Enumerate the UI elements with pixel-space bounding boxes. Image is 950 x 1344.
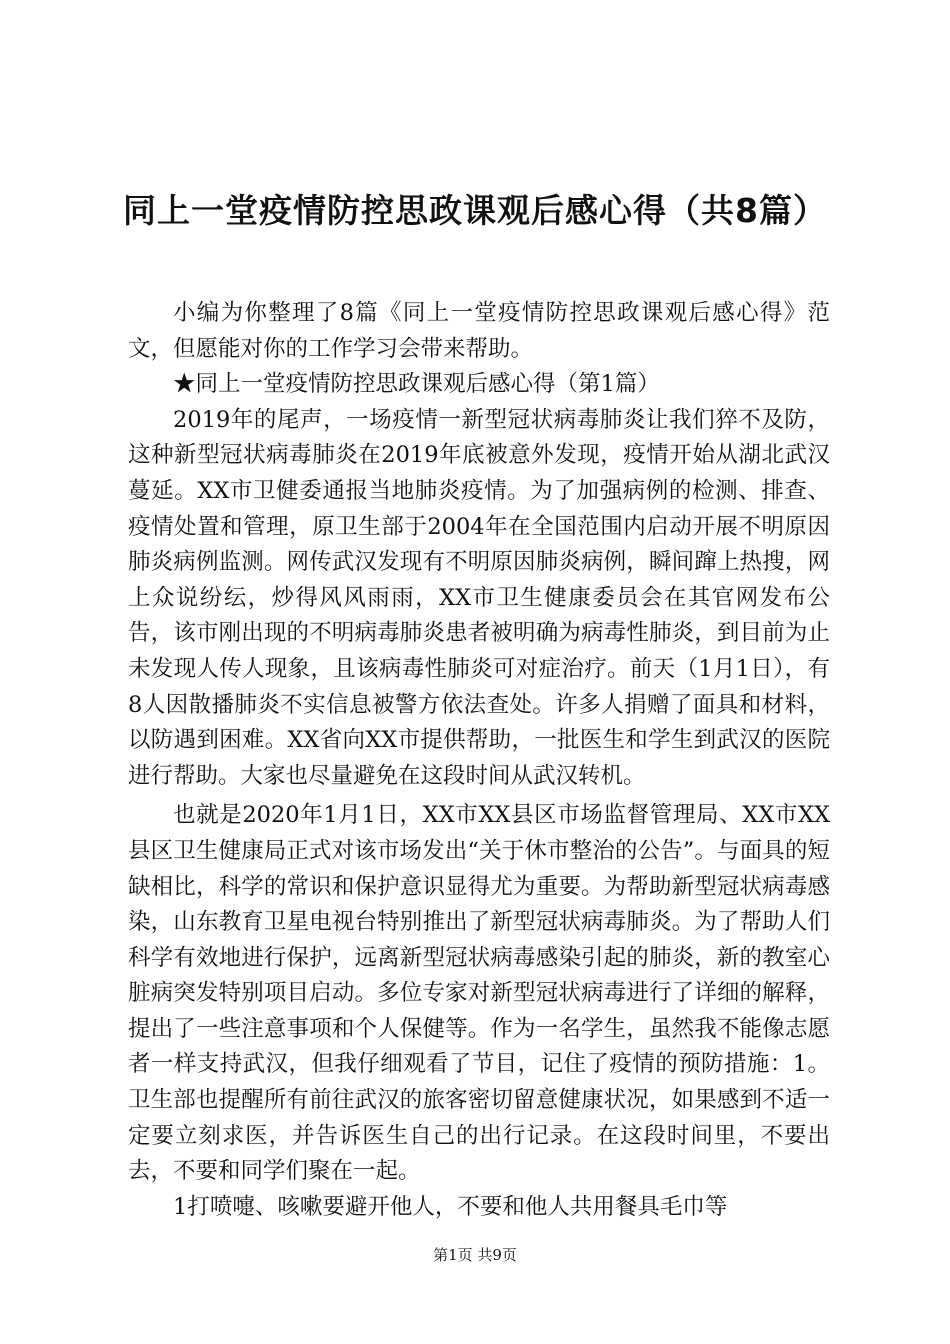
document-body [128,296,830,1225]
page-footer: 第1页 共9页 [433,1246,517,1264]
body-paragraph: 也就是2020年1月1日，XX市XX县区市场监督管理局、XX市XX县区卫生健康局正式对该市场发出“关于休市整治的公告”。与面具的短缺相比，科学的常识和保护意识显得尤为重要。为帮助新型冠状病毒感染，山东教育卫星电视台特别推出了新型冠状病毒肺炎。为了帮助人们科学有效地进行保护，远离新型冠状病毒感染引起的肺炎，新的教室心脏病突发特别项目启动。多位专家对新型冠状病毒进行了详细的解释，提出了一些注意事项和个人保健等。作为一名学生，虽然我不能像志愿者一样支持武汉，但我仔细观看了节目，记住了疫情的预防措施：1。卫生部也提醒所有前往武汉的旅客密切留意健康状况，如果感到不适一定要立刻求医，并告诉医生自己的出行记录。在这段时间里，不要出去，不要和同学们聚在一起。 [128,802,830,1185]
body-paragraph: 1打喷嚏、咳嗽要避开他人，不要和他人共用餐具毛巾等 [173,1193,728,1220]
body-paragraph: 2019年的尾声，一场疫情一新型冠状病毒肺炎让我们猝不及防，这种新型冠状病毒肺炎在2019年底被意外发现，疫情开始从湖北武汉蔓延。XX市卫健委通报当地肺炎疫情。为了加强病例的检测、排查、疫情处置和管理，原卫生部于2004年在全国范围内启动开展不明原因肺炎病例监测。网传武汉发现有不明原因肺炎病例，瞬间蹿上热搜，网上众说纷纭，炒得风风雨雨，XX市卫生健康委员会在其官网发布公告，该市刚出现的不明病毒肺炎患者被明确为病毒性肺炎，到目前为止未发现人传人现象，且该病毒性肺炎可对症治疗。前天（1月1日），有8人因散播肺炎不实信息被警方依法查处。许多人捐赠了面具和材料，以防遇到困难。XX省向XX市提供帮助，一批医生和学生到武汉的医院进行帮助。大家也尽量避免在这段时间从武汉转机。 [128,406,830,789]
section-heading: ★同上一堂疫情防控思政课观后感心得（第1篇） [173,371,660,398]
intro-paragraph: 小编为你整理了8篇《同上一堂疫情防控思政课观后感心得》范文，但愿能对你的工作学习会带来帮助。 [128,300,830,362]
document-title: 同上一堂疫情防控思政课观后感心得（共8篇） [123,191,827,230]
